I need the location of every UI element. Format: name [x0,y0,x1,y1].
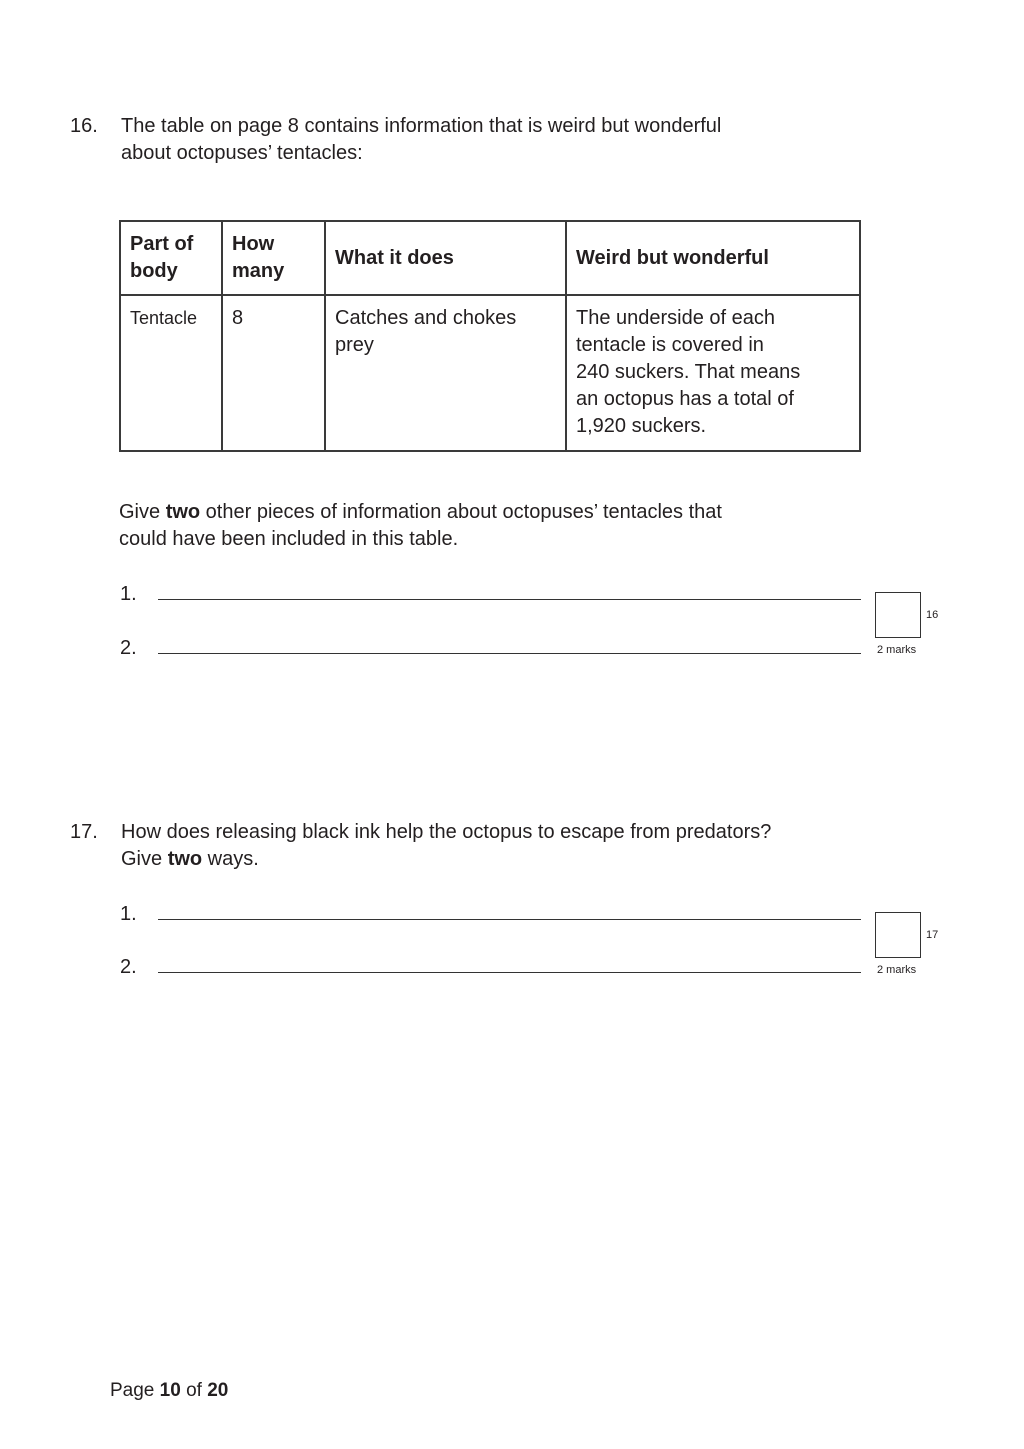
q16-mark-box[interactable] [875,592,921,638]
q16-text-line1: The table on page 8 contains information that is weird but wonderful [121,115,722,137]
page-footer: Page 10 of 20 [110,1380,229,1401]
q16-prompt-emphasis: two [165,501,201,523]
q17-mark-box[interactable] [875,912,921,958]
q17-mark-qnum: 17 [926,929,939,941]
table-row [120,295,860,451]
q16-number: 16. [70,115,98,137]
q16-answer-2-label: 2. [120,637,137,659]
q16-mark-qnum: 16 [926,609,939,621]
q17-number: 17. [70,821,98,843]
cell-what-it-does: Catches and chokes prey [325,295,566,451]
q17-marks-label: 2 marks [877,964,917,976]
q17-answer-1-label: 1. [120,903,137,925]
q17-question-text: How does releasing black ink help the octopus to escape from predators? Give two ways. [121,819,881,873]
header-how-many: How many [222,221,325,295]
cell-how-many: 8 [222,295,325,451]
q16-marks-label: 2 marks [877,644,917,656]
cell-part: Tentacle [120,295,222,451]
page-number: 10 [159,1380,181,1401]
page-total: 20 [207,1380,229,1401]
q17-answer-2-line[interactable] [158,972,861,973]
q17-answer-1-line[interactable] [158,919,861,920]
q16-prompt: Give two other pieces of information about octopuses’ tentacles that could have been included in this table. [119,501,722,550]
cell-weird-but-wonderful: The underside of each tentacle is covered in 240 suckers. That means an octopus has a total of 1,920 suckers. [566,295,860,451]
header-what-it-does: What it does [325,221,566,295]
q16-question-text [121,113,881,167]
q17-text-line1: How does releasing black ink help the octopus to escape from predators? [121,821,772,843]
header-part-of-body: Part of body [120,221,222,295]
q17-answer-2-label: 2. [120,956,137,978]
q16-answer-2-line[interactable] [158,653,861,654]
q17-emphasis: two [167,848,203,870]
q16-text-line2: about octopuses’ tentacles: [121,142,363,164]
q16-answer-1-line[interactable] [158,599,861,600]
octopus-info-table [119,220,861,452]
header-weird-but-wonderful: Weird but wonderful [566,221,860,295]
q16-answer-1-label: 1. [120,583,137,605]
table-header-row [120,221,860,295]
